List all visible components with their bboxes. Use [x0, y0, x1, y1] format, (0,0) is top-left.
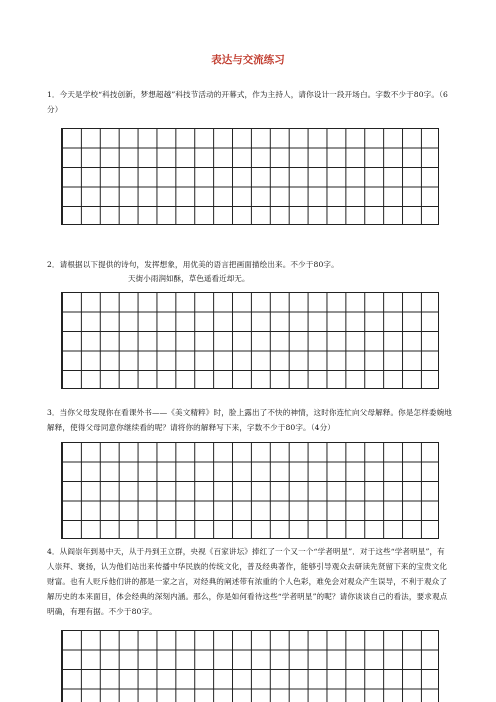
question-4-text: 4．从阎崇年到易中天，从于丹到王立群，央视《百家讲坛》捧红了一个又一个“学者明星”．对于这些“学者明星”，有人崇拜、褒扬，认为他们站出来传播中华民族的传统文化，普及经典著作，能够引导观众去研读先贤留下来的宝贵文化财富。也有人贬斥他们讲的都是一家之言，对经典的阐述带有浓重的个人色彩，难免会对观众产生误导，不利于观众了解历史的本来面目，体会经典的深刻内涵。那么，你是如何看待这些“学者明星”的呢？请你谈谈自己的看法，要求观点明确，有理有据。不少于80字。	[47, 547, 448, 616]
poem-line: 天街小雨润如酥，草色遥看近却无。	[128, 274, 250, 283]
answer-grid-2[interactable]	[61, 292, 439, 389]
question-1-text: 1．今天是学校“科技创新，梦想超越”科技节活动的开幕式，作为主持人，请你设计一段开场白。字数不少于80字。（6分）	[47, 90, 448, 114]
question-2-text: 2．请根据以下提供的诗句，发挥想象，用优美的语言把画面描绘出来。不少于80字。	[47, 260, 339, 269]
answer-grid-1[interactable]	[61, 128, 439, 225]
question-3-text: 3．当你父母发现你在看课外书——《美文精粹》时，脸上露出了不快的神情，这时你连忙向父母解释。你是怎样委婉地解释，使得父母同意你继续看的呢？请将你的解释写下来，字数不少于80字。（4分）	[47, 408, 452, 432]
page-title: 表达与交流练习	[211, 54, 285, 66]
answer-grid-4[interactable]	[61, 630, 439, 702]
answer-grid-3[interactable]	[61, 442, 439, 539]
